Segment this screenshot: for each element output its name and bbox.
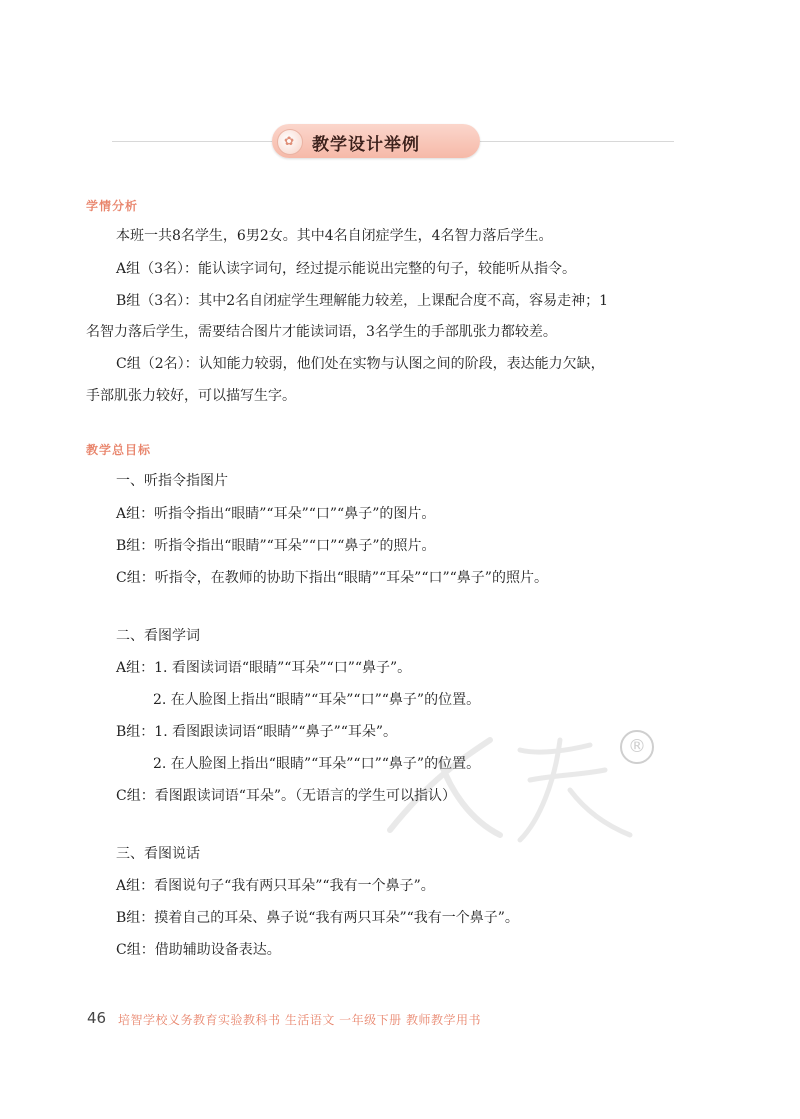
section-title-banner <box>272 124 480 158</box>
paragraph-line: B组（3名）：其中2名自闭症学生理解能力较差，上课配合度不高，容易走神；1 <box>116 293 609 309</box>
subheading: 一、听指令指图片 <box>116 473 228 489</box>
list-item: 2. 在人脸图上指出“眼睛”“耳朵”“口”“鼻子”的位置。 <box>153 756 481 772</box>
subheading: 二、看图学词 <box>116 628 200 644</box>
list-item: A组：听指令指出“眼睛”“耳朵”“口”“鼻子”的图片。 <box>116 506 436 522</box>
list-item: B组：听指令指出“眼睛”“耳朵”“口”“鼻子”的照片。 <box>116 538 436 554</box>
list-item: A组：看图说句子“我有两只耳朵”“我有一个鼻子”。 <box>116 878 435 894</box>
paragraph-line: A组（3名）：能认读字词句，经过提示能说出完整的句子，较能听从指令。 <box>116 261 577 277</box>
list-item: C组：听指令，在教师的协助下指出“眼睛”“耳朵”“口”“鼻子”的照片。 <box>116 570 548 586</box>
paragraph-line: 本班一共8名学生，6男2女。其中4名自闭症学生，4名智力落后学生。 <box>116 228 553 244</box>
badge-icon: ✿ <box>277 129 303 155</box>
list-item: B组：1. 看图跟读词语“眼睛”“鼻子”“耳朵”。 <box>116 724 398 740</box>
section-heading-goals: 教学总目标 <box>86 443 152 457</box>
paragraph-line: 手部肌张力较好，可以描写生字。 <box>86 388 296 404</box>
list-item: B组：摸着自己的耳朵、鼻子说“我有两只耳朵”“我有一个鼻子”。 <box>116 910 519 926</box>
paragraph-line: 名智力落后学生，需要结合图片才能读词语，3名学生的手部肌张力都较差。 <box>86 324 557 340</box>
page-title: 教学设计举例 <box>312 135 420 155</box>
paragraph-line: C组（2名）：认知能力较弱，他们处在实物与认图之间的阶段，表达能力欠缺， <box>116 356 605 372</box>
section-heading-analysis: 学情分析 <box>86 199 139 213</box>
subheading: 三、看图说话 <box>116 846 200 862</box>
list-item: C组：看图跟读词语“耳朵”。（无语言的学生可以指认） <box>116 788 457 804</box>
list-item: 2. 在人脸图上指出“眼睛”“耳朵”“口”“鼻子”的位置。 <box>153 692 481 708</box>
footer-book-title: 培智学校义务教育实验教科书 生活语文 一年级下册 教师教学用书 <box>118 1013 481 1027</box>
page-number: 46 <box>87 1009 107 1027</box>
registered-mark: ® <box>620 730 654 764</box>
list-item: C组：借助辅助设备表达。 <box>116 942 281 958</box>
list-item: A组：1. 看图读词语“眼睛”“耳朵”“口”“鼻子”。 <box>116 660 412 676</box>
